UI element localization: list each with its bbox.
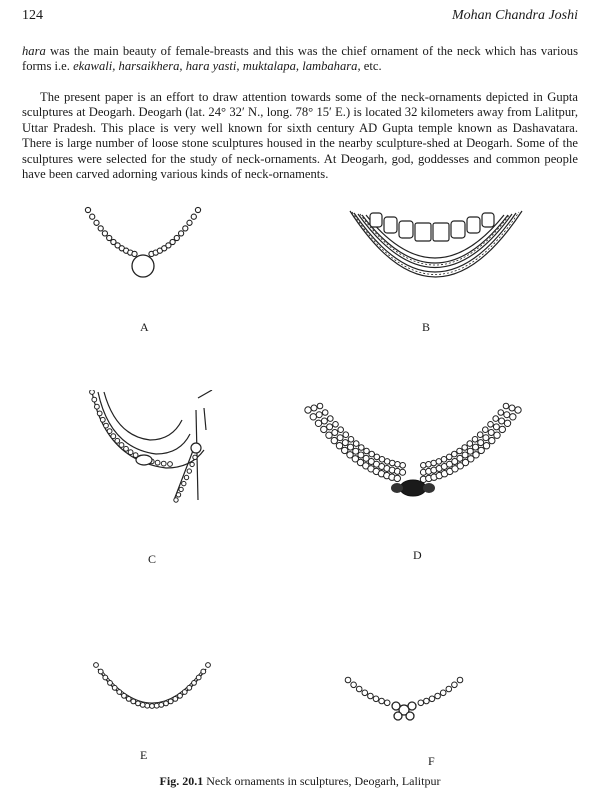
figure-label-d: D <box>413 548 422 562</box>
term-hara: hara <box>22 44 46 58</box>
paragraph-1-end: etc. <box>360 59 382 74</box>
necklace-d-illustration <box>300 400 525 510</box>
paragraph-1 <box>22 44 578 75</box>
necklace-a-illustration <box>80 200 220 290</box>
caption-text: Neck ornaments in sculptures, Deogarh, Lalitpur <box>203 774 441 788</box>
figure-label-c: C <box>148 552 157 566</box>
necklace-b-illustration <box>340 203 530 308</box>
running-head: Mohan Chandra Joshi <box>452 8 578 23</box>
necklace-c-illustration <box>86 390 216 505</box>
paragraph-1-text: was the main beauty of female-breasts and this was the chief ornament of the neck which has various forms i.e. <box>22 44 578 74</box>
figure-label-b: B <box>422 320 431 334</box>
forms-list: ekawali, harsaikhera, hara yasti, muktalapa, lambahara, <box>73 59 361 74</box>
paragraph-2: The present paper is an effort to draw attention towards some of the neck-ornaments depicted in Gupta sculptures at Deogarh. Deogarh (lat. 24° 32′ N., long. 78° 15′ E.) is located 32 kilometers away from Lalitpur, Uttar Pradesh. This place is very well known for sixth century AD Gupta temple known as Dashavatara. There is large number of loose stone sculptures housed in the nearby sculpture-shed at Deogarh. Some of the sculptures were selected for the study of neck-ornaments. At Deogarh, god, goddesses and common people have been carved adorning various kinds of neck-ornaments. <box>22 90 578 182</box>
necklace-f-illustration <box>340 670 470 730</box>
figure-label-a: A <box>140 320 149 334</box>
page-number: 124 <box>22 8 43 23</box>
necklace-e-illustration <box>88 655 218 725</box>
figure-label-f: F <box>428 754 435 768</box>
figure-label-e: E <box>140 748 148 762</box>
caption-prefix: Fig. 20.1 <box>159 774 204 788</box>
figure-caption <box>0 774 600 789</box>
